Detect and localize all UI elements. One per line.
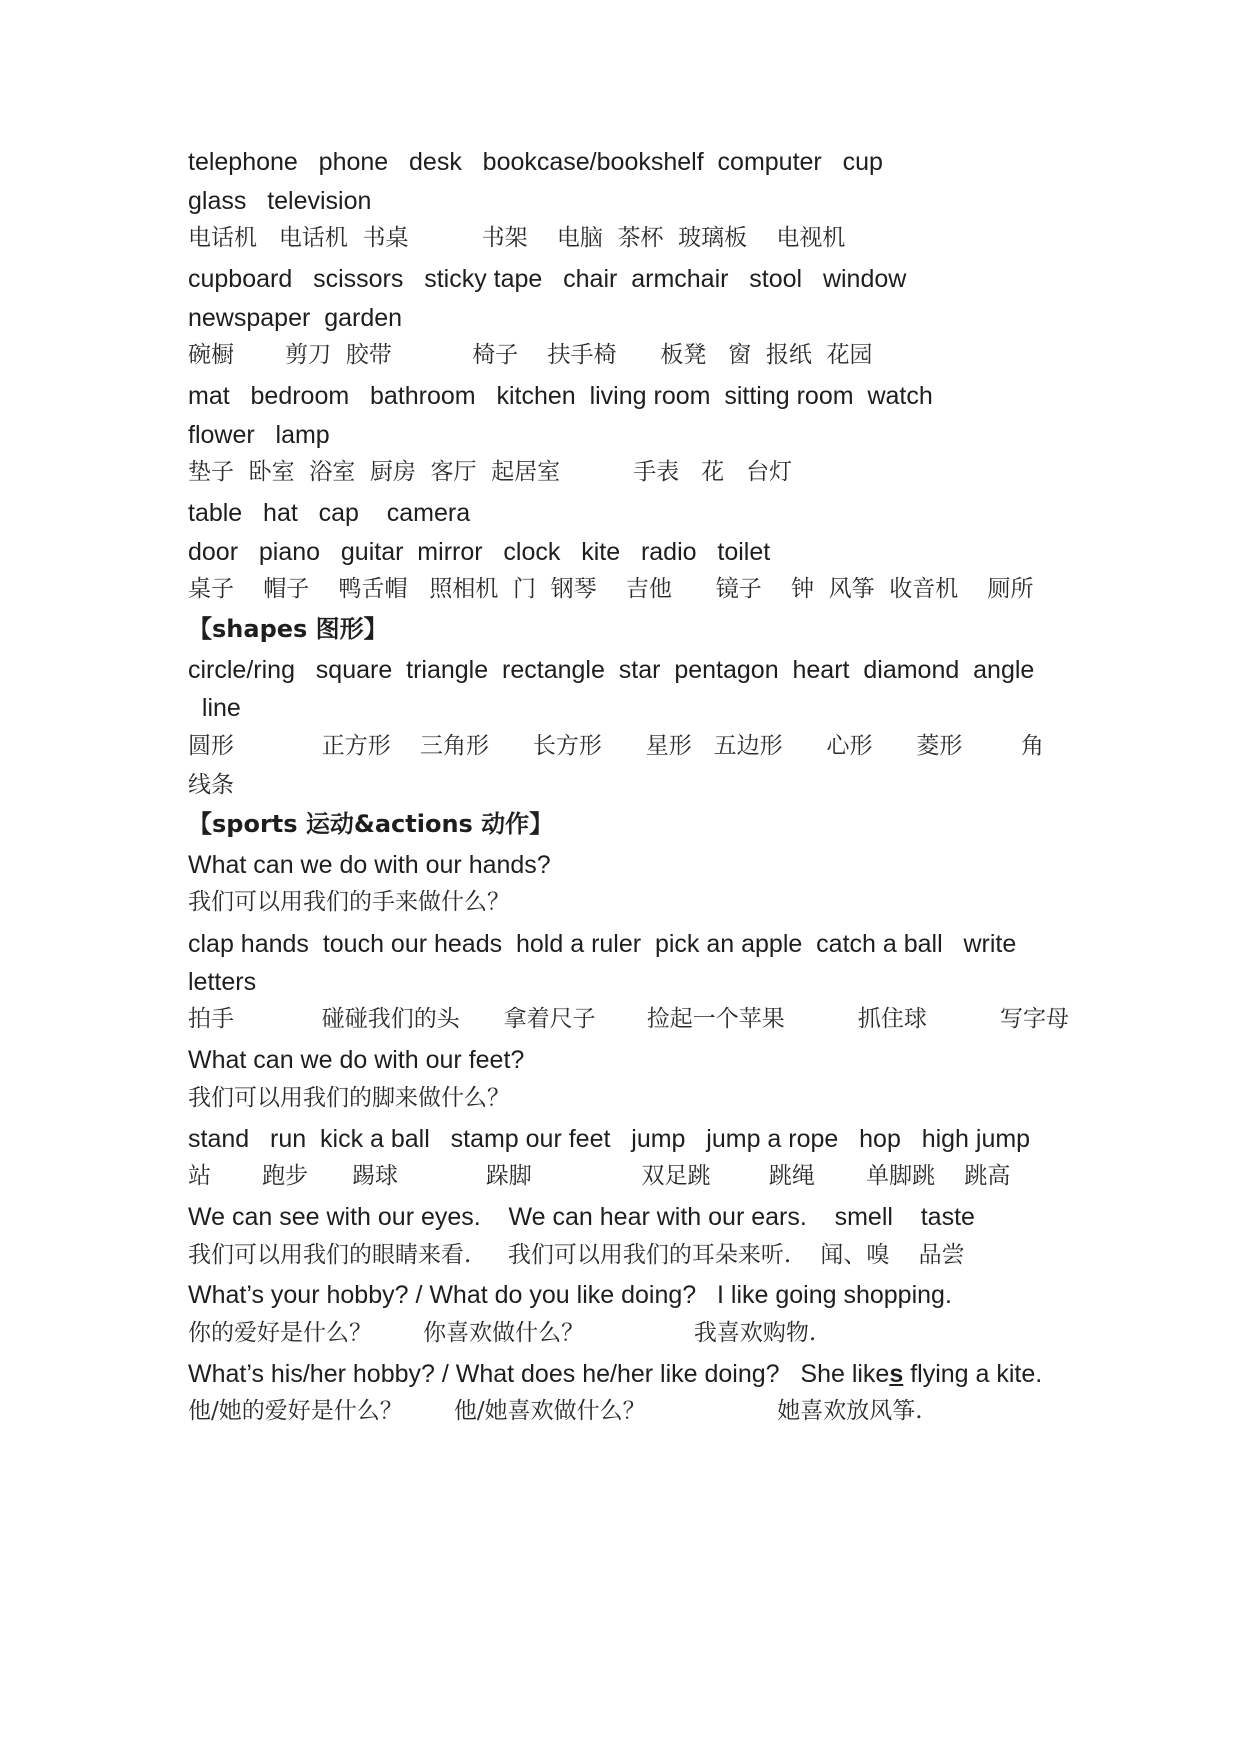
vocab-line-furniture-2: glass television xyxy=(188,187,372,215)
vocab-line-objects-2: door piano guitar mirror clock kite radio toilet xyxy=(188,538,771,566)
sentence-line-hobby-you: What’s your hobby? / What do you like doing? I like going shopping. xyxy=(188,1281,952,1309)
translation-line-objects: 桌子 帽子 鸭舌帽 照相机 门 钢琴 吉他 镜子 钟 风筝 收音机 厕所 xyxy=(188,576,1034,602)
translation-line-shapes-2: 线条 xyxy=(188,772,234,798)
translation-line-shapes-1: 圆形 正方形 三角形 长方形 星形 五边形 心形 菱形 角 xyxy=(188,733,1044,759)
translation-line-feet: 站 跑步 踢球 跺脚 双足跳 跳绳 单脚跳 跳高 xyxy=(188,1163,1011,1189)
vocab-line-household-2: newspaper garden xyxy=(188,304,403,332)
sentence-hobby-she-part-2: flying a kite. xyxy=(903,1360,1043,1388)
section-heading-shapes: 【shapes 图形】 xyxy=(188,615,388,643)
vocab-line-hands-2: letters xyxy=(188,968,257,996)
question-feet-translation: 我们可以用我们的脚来做什么？ xyxy=(188,1085,510,1111)
translation-line-furniture: 电话机 电话机 书桌 书架 电脑 茶杯 玻璃板 电视机 xyxy=(188,225,846,251)
translation-line-senses: 我们可以用我们的眼睛来看. 我们可以用我们的耳朵来听. 闻、嗅 品尝 xyxy=(188,1242,965,1268)
vocab-line-rooms-1: mat bedroom bathroom kitchen living room sitting room watch xyxy=(188,382,933,410)
section-heading-sports: 【sports 运动&actions 动作】 xyxy=(188,810,554,838)
sentence-line-senses: We can see with our eyes. We can hear with our ears. smell taste xyxy=(188,1203,975,1231)
vocab-line-furniture-1: telephone phone desk bookcase/bookshelf computer cup xyxy=(188,148,883,176)
vocab-line-shapes-1: circle/ring square triangle rectangle star pentagon heart diamond angle xyxy=(188,656,1035,684)
translation-line-household: 碗橱 剪刀 胶带 椅子 扶手椅 板凳 窗 报纸 花园 xyxy=(188,342,873,368)
vocab-line-rooms-2: flower lamp xyxy=(188,421,330,449)
vocab-line-hands-1: clap hands touch our heads hold a ruler pick an apple catch a ball write xyxy=(188,930,1017,958)
vocab-line-shapes-2: line xyxy=(188,694,241,722)
question-feet: What can we do with our feet? xyxy=(188,1046,525,1074)
sentence-hobby-she-underlined-s: s xyxy=(889,1360,904,1388)
vocab-line-feet: stand run kick a ball stamp our feet jump jump a rope hop high jump xyxy=(188,1125,1031,1153)
vocab-line-household-1: cupboard scissors sticky tape chair armchair stool window xyxy=(188,265,907,293)
translation-line-rooms: 垫子 卧室 浴室 厨房 客厅 起居室 手表 花 台灯 xyxy=(188,459,793,485)
question-hands-translation: 我们可以用我们的手来做什么？ xyxy=(188,889,510,915)
sentence-hobby-she-part-1: What’s his/her hobby? / What does he/her like doing? She like xyxy=(188,1360,890,1388)
translation-line-hobby-she: 他/她的爱好是什么？ 他/她喜欢做什么？ 她喜欢放风筝. xyxy=(188,1398,923,1424)
translation-line-hobby-you: 你的爱好是什么？ 你喜欢做什么？ 我喜欢购物. xyxy=(188,1320,817,1346)
sentence-line-hobby-she xyxy=(188,1359,1042,1389)
question-hands: What can we do with our hands? xyxy=(188,851,551,879)
vocab-line-objects-1: table hat cap camera xyxy=(188,499,471,527)
translation-line-hands: 拍手 碰碰我们的头 拿着尺子 捡起一个苹果 抓住球 写字母 xyxy=(188,1006,1069,1032)
